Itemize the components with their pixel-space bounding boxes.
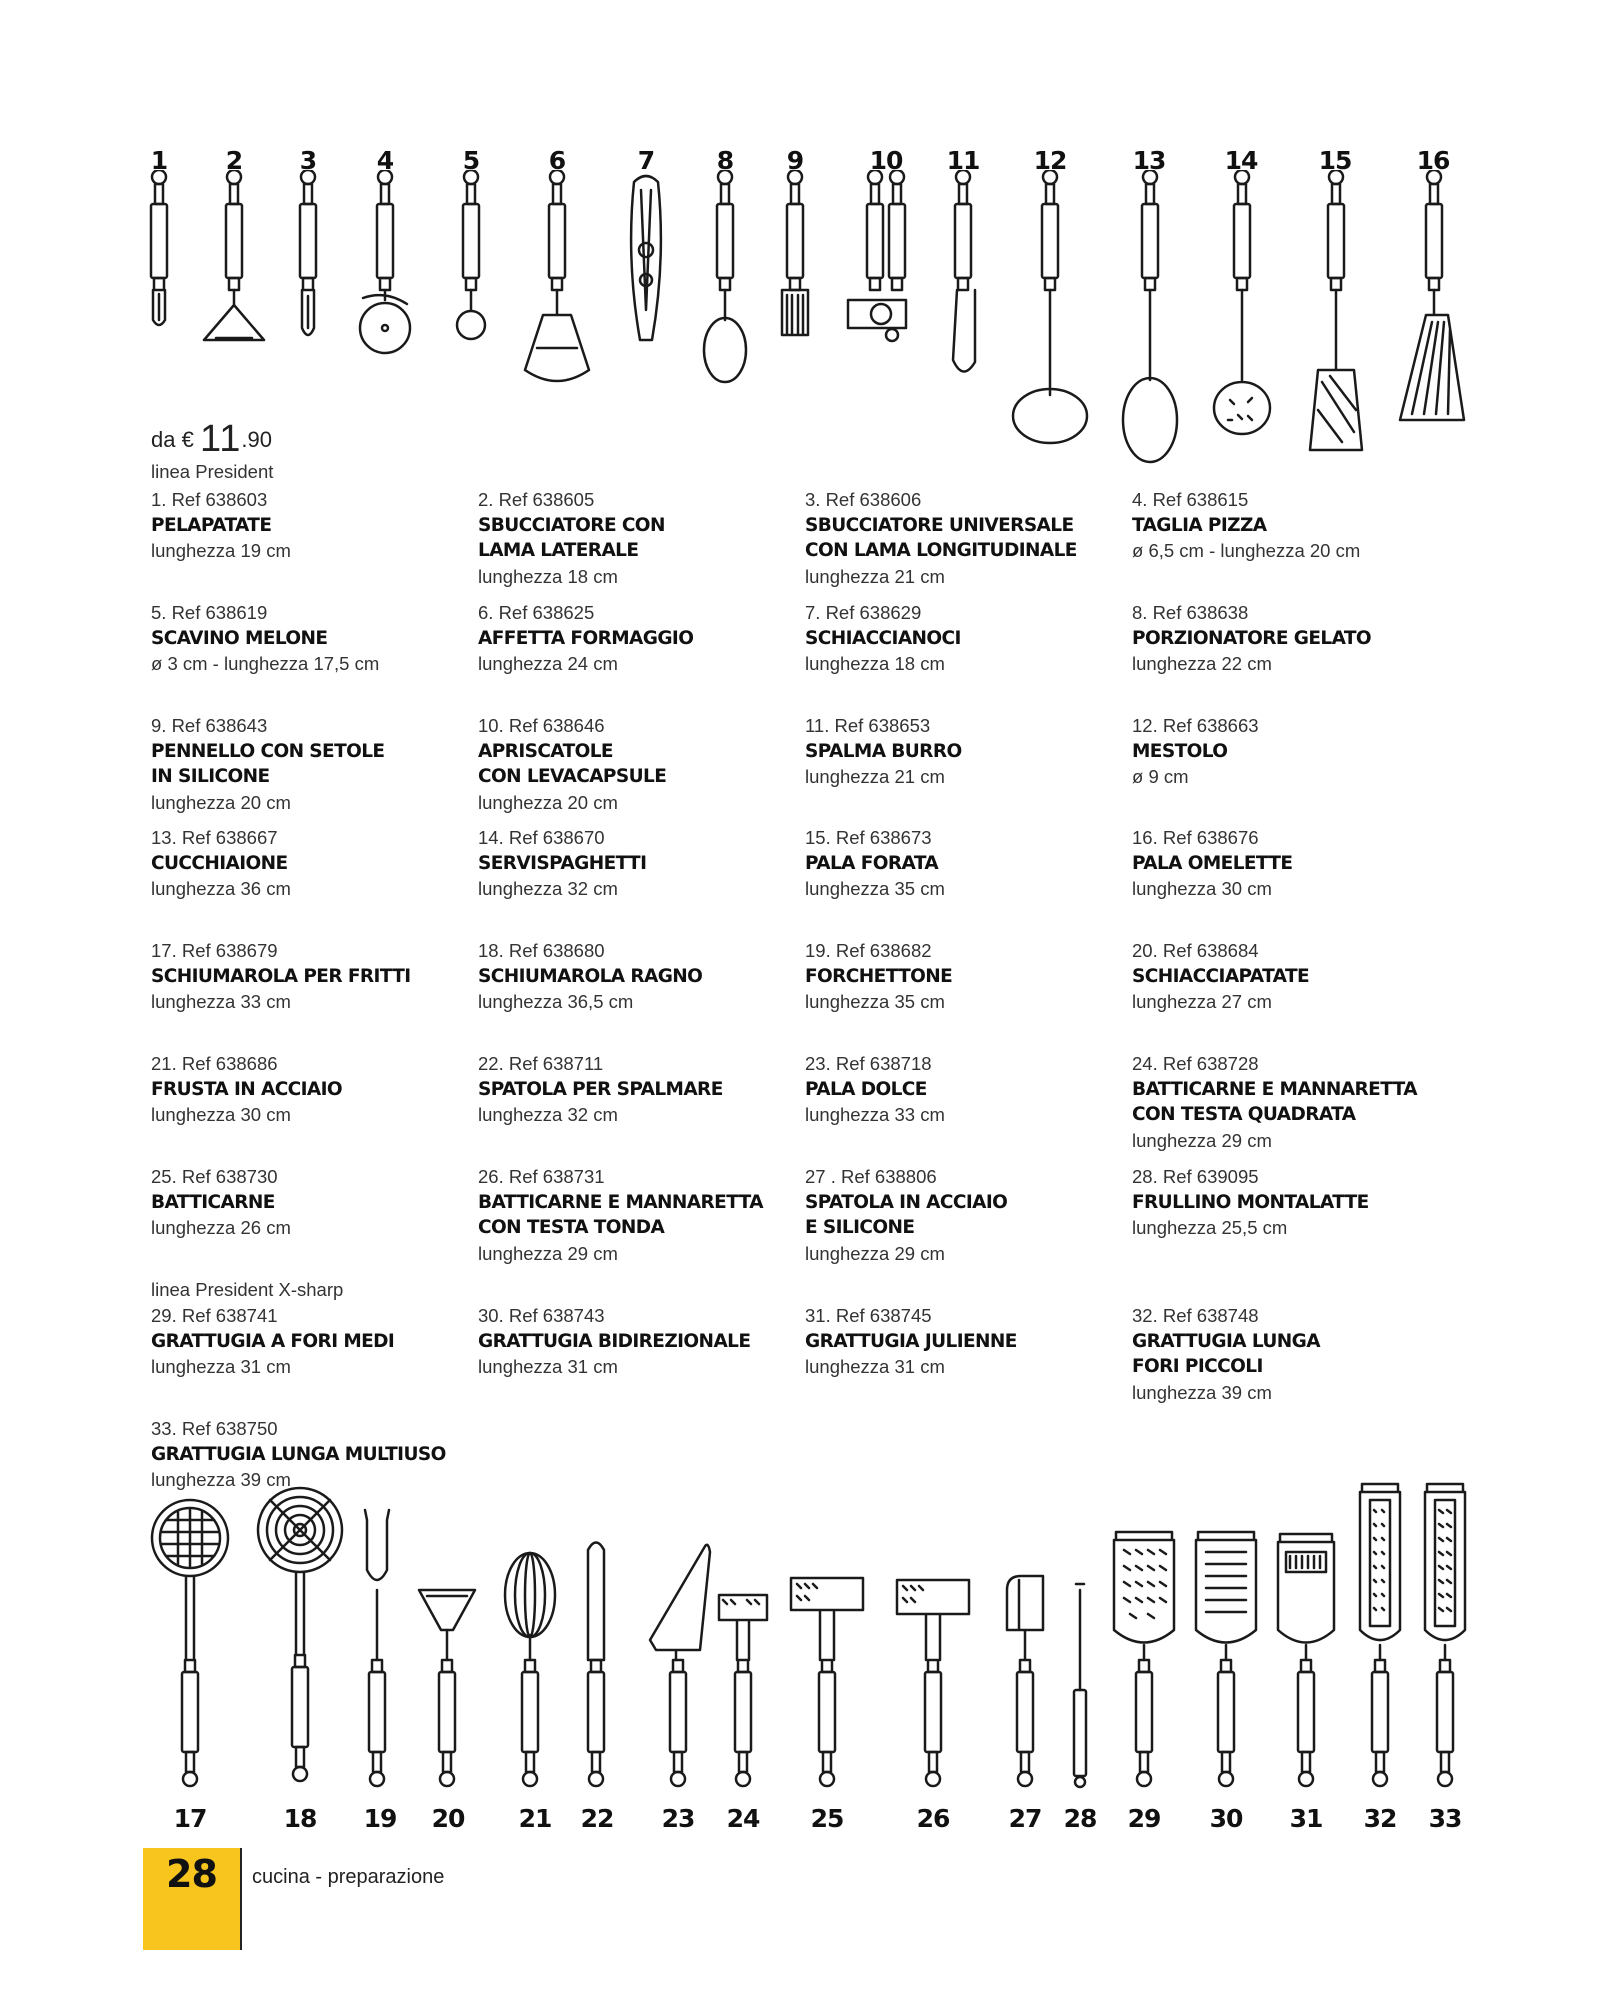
product-ref: 31. Ref 638745 [805,1305,932,1326]
product-entry [151,713,471,815]
product-name: CON TESTA TONDA [478,1217,665,1238]
item-number: 33 [1428,1804,1462,1833]
product-size: ø 6,5 cm - lunghezza 20 cm [1132,540,1361,561]
product-entry [478,1164,798,1266]
product-size: lunghezza 25,5 cm [1132,1217,1288,1238]
item-number: 30 [1209,1804,1243,1833]
item-number: 21 [518,1804,552,1833]
product-entry [805,825,1125,902]
item-number: 29 [1127,1804,1161,1833]
product-ref: 7. Ref 638629 [805,602,922,623]
product-size: lunghezza 27 cm [1132,991,1272,1012]
item-number: 25 [810,1804,844,1833]
product-name: BATTICARNE [151,1191,275,1213]
product-entry [151,1164,471,1241]
item-number: 4 [376,146,394,175]
product-ref: 3. Ref 638606 [805,489,922,510]
spalma-burro-illustration [953,170,975,372]
product-size: lunghezza 20 cm [151,791,291,813]
product-size: lunghezza 18 cm [478,565,618,587]
product-ref: 15. Ref 638673 [805,827,932,848]
frusta-illustration [505,1553,555,1786]
product-size: lunghezza 32 cm [478,878,618,899]
grattugia-julienne-illustration [1278,1534,1334,1786]
price-cents: .90 [241,427,272,452]
batticarne-tonda-illustration [897,1580,969,1786]
product-size: lunghezza 36,5 cm [478,991,634,1012]
product-size: lunghezza 30 cm [151,1104,291,1125]
spatola-silicone-illustration [1007,1576,1043,1786]
footer-divider [240,1848,242,1950]
product-name: CON LEVACAPSULE [478,766,667,787]
product-entry [1132,487,1452,564]
product-name: CUCCHIAIONE [151,852,288,874]
product-size: lunghezza 31 cm [805,1356,945,1377]
price-integer: 11 [199,418,242,460]
sbucciatore-universale-illustration [300,170,316,335]
product-ref: 10. Ref 638646 [478,715,605,736]
batticarne-quadrata-illustration [719,1595,767,1786]
product-size: lunghezza 24 cm [478,653,618,674]
pennello-illustration [782,170,808,335]
item-number: 28 [1063,1804,1097,1833]
product-name: SCHIUMAROLA PER FRITTI [151,965,411,987]
taglia-pizza-illustration [360,170,410,353]
affetta-formaggio-illustration [525,170,589,381]
product-entry [151,1051,471,1128]
product-size: lunghezza 33 cm [151,991,291,1012]
item-number: 20 [431,1804,465,1833]
product-entry [1132,1164,1452,1241]
product-entry [1132,1303,1452,1405]
utensils-bottom-illustration [0,1480,1623,1810]
product-entry [805,600,1125,677]
product-name: SPATOLA PER SPALMARE [478,1078,723,1100]
mestolo-illustration [1013,170,1087,443]
product-name: PALA FORATA [805,852,939,874]
scavino-melone-illustration [457,170,485,339]
product-name: AFFETTA FORMAGGIO [478,627,694,649]
product-size: lunghezza 39 cm [151,1469,291,1490]
product-ref: 22. Ref 638711 [478,1053,604,1074]
product-name: SPATOLA IN ACCIAIO [805,1191,1008,1213]
pala-forata-illustration [1310,170,1362,450]
frullino-illustration [1074,1584,1086,1787]
product-name: FRUSTA IN ACCIAIO [151,1078,343,1100]
item-number: 8 [716,146,734,175]
product-name: SCHIACCIAPATATE [1132,965,1310,987]
product-name: SPALMA BURRO [805,740,962,762]
product-name: TAGLIA PIZZA [1132,514,1267,536]
product-name: FORCHETTONE [805,965,953,987]
product-entry [151,938,471,1015]
product-size: lunghezza 35 cm [805,878,945,899]
item-number: 26 [916,1804,950,1833]
product-name: MESTOLO [1132,740,1228,762]
product-entry [478,938,798,1015]
product-ref: 14. Ref 638670 [478,827,605,848]
item-number: 9 [786,146,804,175]
product-size: lunghezza 19 cm [151,540,291,561]
product-name: SBUCCIATORE UNIVERSALE [805,514,1074,536]
product-ref: 13. Ref 638667 [151,827,278,848]
item-number: 17 [173,1804,207,1833]
product-size: lunghezza 21 cm [805,565,945,587]
product-entry [478,1303,798,1380]
item-number: 10 [869,146,903,175]
product-ref: 28. Ref 639095 [1132,1166,1259,1187]
item-number: 12 [1033,146,1067,175]
product-ref: 29. Ref 638741 [151,1305,278,1326]
product-name: IN SILICONE [151,766,270,787]
product-entry [1132,1051,1452,1153]
product-entry [478,600,798,677]
pala-omelette-illustration [1400,170,1464,420]
product-name: SCHIACCIANOCI [805,627,961,649]
product-size: lunghezza 32 cm [478,1104,618,1125]
price-tag [151,418,272,461]
product-ref: 8. Ref 638638 [1132,602,1249,623]
product-entry [805,487,1125,589]
product-entry [478,487,798,589]
bottom-number-row [0,1804,1623,1844]
product-entry [151,825,471,902]
schiumarola-fritti-illustration [152,1500,228,1786]
item-number: 13 [1132,146,1166,175]
product-size: lunghezza 21 cm [805,766,945,787]
product-entry [1132,600,1452,677]
product-ref: 25. Ref 638730 [151,1166,278,1187]
product-name: CON LAMA LONGITUDINALE [805,540,1077,561]
forchettone-illustration [365,1510,389,1786]
product-ref: 1. Ref 638603 [151,489,268,510]
product-ref: 4. Ref 638615 [1132,489,1249,510]
product-size: lunghezza 22 cm [1132,653,1272,674]
product-size: lunghezza 20 cm [478,791,618,813]
product-size: ø 3 cm - lunghezza 17,5 cm [151,653,380,674]
product-entry [1132,713,1452,790]
product-ref: 16. Ref 638676 [1132,827,1259,848]
product-name: SERVISPAGHETTI [478,852,647,874]
product-entry [151,600,471,677]
product-name: LAMA LATERALE [478,540,639,561]
product-entry [478,713,798,815]
product-entry [151,487,471,564]
page-number: 28 [166,1852,217,1896]
item-number: 15 [1318,146,1352,175]
product-size: lunghezza 29 cm [478,1242,618,1264]
product-entry [478,1051,798,1128]
pala-dolce-illustration [650,1545,710,1786]
grattugia-multiuso-illustration [1425,1484,1465,1786]
product-name: PENNELLO CON SETOLE [151,740,385,762]
product-entry [805,1164,1125,1266]
servispaghetti-illustration [1214,170,1270,434]
item-number: 3 [299,146,317,175]
spatola-spalmare-illustration [588,1543,604,1787]
product-name: APRISCATOLE [478,740,613,762]
item-number: 19 [363,1804,397,1833]
product-name: PALA OMELETTE [1132,852,1293,874]
product-entry [805,713,1125,790]
price-prefix: da € [151,427,194,452]
product-name: SCHIUMAROLA RAGNO [478,965,703,987]
product-name: GRATTUGIA LUNGA [1132,1330,1320,1352]
product-ref: 24. Ref 638728 [1132,1053,1259,1074]
product-line-label: linea President [151,461,274,482]
grattugia-lunga-fori-piccoli-illustration [1360,1484,1400,1786]
product-name: CON TESTA QUADRATA [1132,1104,1356,1125]
product-entry [151,1303,471,1380]
product-name: GRATTUGIA BIDIREZIONALE [478,1330,751,1352]
item-number: 1 [150,146,168,175]
item-number: 22 [580,1804,614,1833]
product-ref: 19. Ref 638682 [805,940,932,961]
grattugia-bidirezionale-illustration [1196,1532,1256,1786]
apriscatole-illustration [848,170,906,341]
sbucciatore-laterale-illustration [204,170,264,340]
item-number: 23 [661,1804,695,1833]
porzionatore-gelato-illustration [704,170,746,382]
item-number: 31 [1289,1804,1323,1833]
product-ref: 32. Ref 638748 [1132,1305,1259,1326]
product-name: PORZIONATORE GELATO [1132,627,1372,649]
product-name: FRULLINO MONTALATTE [1132,1191,1369,1213]
product-ref: 20. Ref 638684 [1132,940,1259,961]
schiaccianoci-illustration [631,176,661,340]
product-ref: 27 . Ref 638806 [805,1166,937,1187]
product-size: lunghezza 31 cm [478,1356,618,1377]
product-entry [805,1051,1125,1128]
item-number: 7 [637,146,655,175]
item-number: 5 [462,146,480,175]
product-name: BATTICARNE E MANNARETTA [1132,1078,1417,1100]
product-line-label-xsharp: linea President X-sharp [151,1279,344,1300]
product-entry [1132,825,1452,902]
pelapatate-illustration [151,170,167,325]
product-size: lunghezza 29 cm [805,1242,945,1264]
product-size: lunghezza 36 cm [151,878,291,899]
product-name: GRATTUGIA LUNGA MULTIUSO [151,1443,446,1465]
product-ref: 11. Ref 638653 [805,715,931,736]
product-name: FORI PICCOLI [1132,1356,1263,1377]
product-size: lunghezza 18 cm [805,653,945,674]
item-number: 18 [283,1804,317,1833]
item-number: 16 [1416,146,1450,175]
product-entry [1132,938,1452,1015]
product-name: PELAPATATE [151,514,272,536]
item-number: 6 [548,146,566,175]
product-name: SBUCCIATORE CON [478,514,665,536]
item-number: 24 [726,1804,760,1833]
product-ref: 26. Ref 638731 [478,1166,605,1187]
product-size: ø 9 cm [1132,766,1189,787]
product-entry [478,825,798,902]
product-name: BATTICARNE E MANNARETTA [478,1191,763,1213]
product-ref: 18. Ref 638680 [478,940,605,961]
item-number: 11 [946,146,980,175]
product-ref: 2. Ref 638605 [478,489,595,510]
batticarne-illustration [791,1578,863,1786]
item-number: 27 [1008,1804,1042,1833]
schiacciapatate-illustration [419,1590,475,1786]
section-title: cucina - preparazione [252,1866,445,1888]
product-ref: 17. Ref 638679 [151,940,278,961]
grattugia-fori-medi-illustration [1114,1532,1174,1786]
schiumarola-ragno-illustration [258,1488,342,1781]
product-size: lunghezza 39 cm [1132,1381,1272,1403]
item-number: 2 [225,146,243,175]
product-ref: 23. Ref 638718 [805,1053,932,1074]
product-size: lunghezza 29 cm [1132,1129,1272,1151]
product-size: lunghezza 30 cm [1132,878,1272,899]
product-name: PALA DOLCE [805,1078,927,1100]
product-ref: 21. Ref 638686 [151,1053,278,1074]
product-size: lunghezza 31 cm [151,1356,291,1377]
item-number: 32 [1363,1804,1397,1833]
item-number: 14 [1224,146,1258,175]
cucchiaione-illustration [1123,170,1177,462]
product-entry [805,938,1125,1015]
product-size: lunghezza 26 cm [151,1217,291,1238]
product-name: GRATTUGIA JULIENNE [805,1330,1017,1352]
product-entry [805,1303,1125,1380]
product-ref: 5. Ref 638619 [151,602,268,623]
product-ref: 12. Ref 638663 [1132,715,1259,736]
product-name: SCAVINO MELONE [151,627,328,649]
product-ref: 6. Ref 638625 [478,602,595,623]
product-ref: 30. Ref 638743 [478,1305,605,1326]
product-size: lunghezza 35 cm [805,991,945,1012]
product-name: GRATTUGIA A FORI MEDI [151,1330,395,1352]
product-name: E SILICONE [805,1217,915,1238]
product-size: lunghezza 33 cm [805,1104,945,1125]
product-ref: 9. Ref 638643 [151,715,268,736]
product-ref: 33. Ref 638750 [151,1418,278,1439]
